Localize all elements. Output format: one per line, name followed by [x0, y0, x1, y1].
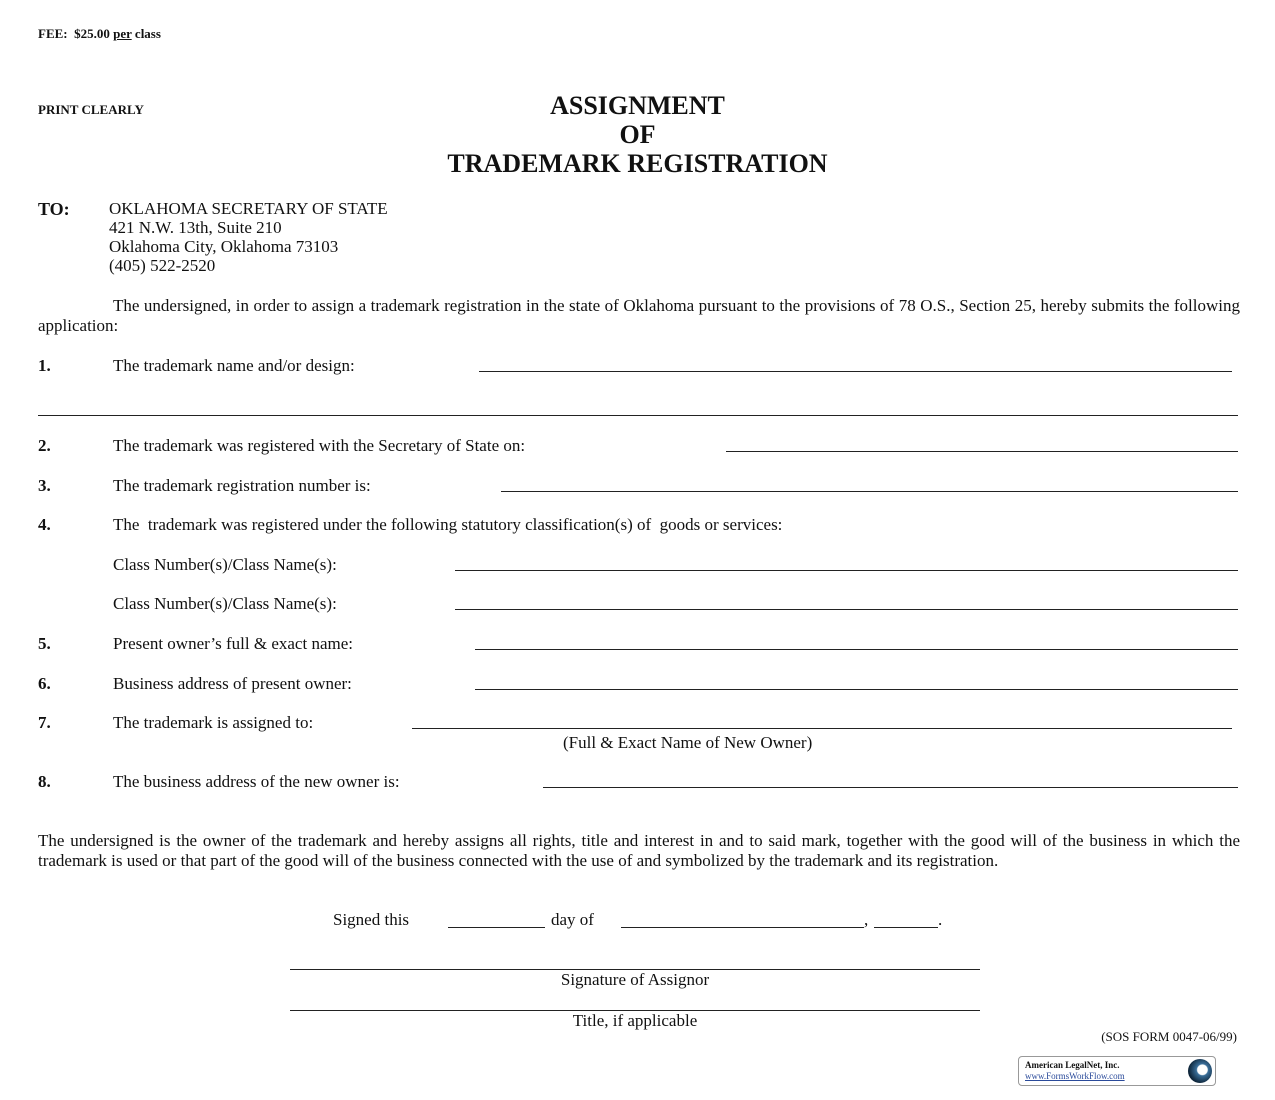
item-number: 3.: [38, 476, 51, 495]
assignee-name-field[interactable]: [412, 728, 1232, 729]
american-legalnet-logo[interactable]: [1018, 1056, 1216, 1086]
signed-month-field[interactable]: [621, 927, 864, 928]
item-number: 5.: [38, 634, 51, 653]
comma: ,: [864, 910, 869, 929]
title-caption: Title, if applicable: [572, 1011, 698, 1030]
trademark-name-field[interactable]: [479, 371, 1232, 372]
class-label: Class Number(s)/Class Name(s):: [113, 594, 337, 613]
fee-text: FEE: $25.00 per class: [38, 26, 161, 41]
item-label: Present owner’s full & exact name:: [113, 634, 353, 653]
registration-date-field[interactable]: [726, 451, 1238, 452]
day-of-label: day of: [551, 910, 594, 929]
form-number: (SOS FORM 0047-06/99): [1101, 1029, 1237, 1044]
present-owner-address-field[interactable]: [475, 689, 1238, 690]
signed-year-field[interactable]: [874, 927, 938, 928]
item-label: The trademark name and/or design:: [113, 356, 355, 375]
trademark-name-field-2[interactable]: [38, 415, 1238, 416]
item-label: The trademark was registered under the following statutory classification(s) of goods or services:: [113, 515, 783, 534]
class-label: Class Number(s)/Class Name(s):: [113, 555, 337, 574]
signed-day-field[interactable]: [448, 927, 545, 928]
logo-url[interactable]: www.FormsWorkFlow.com: [1025, 1071, 1125, 1081]
item-number: 2.: [38, 436, 51, 455]
new-owner-address-field[interactable]: [543, 787, 1238, 788]
item-number: 8.: [38, 772, 51, 791]
signed-this-label: Signed this: [333, 910, 410, 929]
item-number: 6.: [38, 674, 51, 693]
logo-company: American LegalNet, Inc.: [1025, 1060, 1120, 1070]
item-label: The trademark is assigned to:: [113, 713, 314, 732]
period: .: [938, 910, 943, 929]
signature-caption: Signature of Assignor: [560, 970, 710, 989]
address-line: 421 N.W. 13th, Suite 210: [109, 218, 282, 237]
address-line: (405) 522-2520: [109, 256, 216, 275]
intro-paragraph: The undersigned, in order to assign a trademark registration in the state of Oklahoma pursuant to the provisions of 78 O.S., Section 25, hereby submits the following application:: [38, 296, 1240, 335]
item-label: The business address of the new owner is:: [113, 772, 400, 791]
registration-number-field[interactable]: [501, 491, 1238, 492]
title-line-1: ASSIGNMENT: [550, 91, 725, 120]
item-number: 1.: [38, 356, 51, 375]
item-label: The trademark registration number is:: [113, 476, 371, 495]
item-number: 4.: [38, 515, 51, 534]
item-number: 7.: [38, 713, 51, 732]
item-label: The trademark was registered with the Secretary of State on:: [113, 436, 526, 455]
declaration-paragraph: The undersigned is the owner of the trademark and hereby assigns all rights, title and interest in and to said mark, together with the good will of the business in which the trademark is used or that part of the good will of the business connected with the use of and symbolized by the trademark and its registration.: [38, 831, 1240, 870]
globe-icon: [1188, 1059, 1212, 1083]
item-label: Business address of present owner:: [113, 674, 352, 693]
class-field-2[interactable]: [455, 609, 1238, 610]
title-line-3: TRADEMARK REGISTRATION: [447, 149, 828, 178]
title-line-2: OF: [619, 120, 656, 149]
assignee-caption: (Full & Exact Name of New Owner): [563, 733, 813, 752]
print-clearly: PRINT CLEARLY: [38, 102, 144, 117]
address-line: Oklahoma City, Oklahoma 73103: [109, 237, 339, 256]
address-line: OKLAHOMA SECRETARY OF STATE: [109, 199, 388, 218]
class-field-1[interactable]: [455, 570, 1238, 571]
present-owner-name-field[interactable]: [475, 649, 1238, 650]
to-label: TO:: [38, 199, 70, 219]
